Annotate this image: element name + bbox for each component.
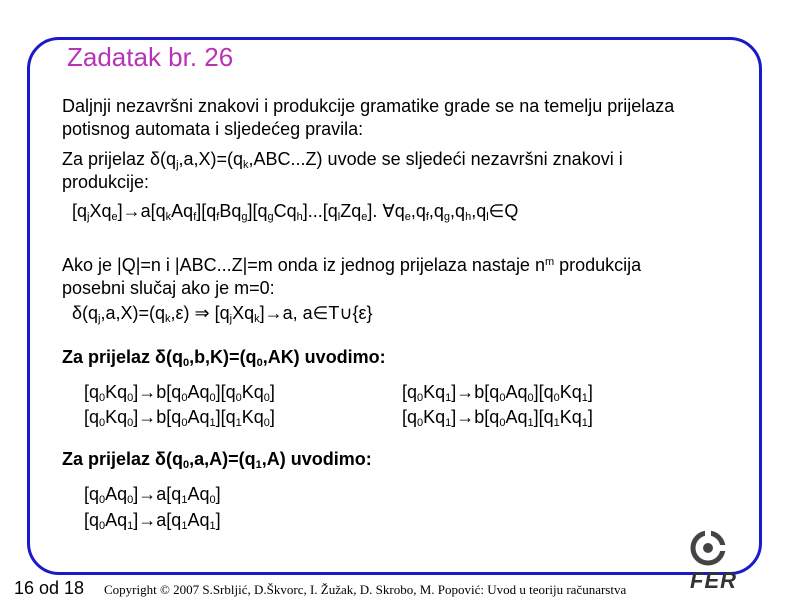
fer-logo-icon: [688, 530, 728, 566]
general-production: $[q_jXq_e]\to a[q_kAq_f][q_fBq_g][q_gCq_h]...[q_lZq_e]$. $\forall q_e,q_f,q_g,q_h,q_l\in Q$: [72, 201, 519, 223]
copyright: Copyright © 2007 S.Srbljić, D.Škvorc, I. Žužak, D. Skrobo, M. Popović: Uvod u teoriju računarstva: [104, 582, 627, 597]
count-line-2: posebni slučaj ako je m=0:: [62, 278, 275, 298]
page-number: 16 od 18: [14, 578, 85, 598]
intro-line-2: potisnog automata i sljedećeg pravila:: [62, 119, 364, 139]
intro-line-1: Daljnji nezavršni znakovi i produkcije gramatike grade se na temelju prijelaza: [62, 96, 675, 116]
case1-left-2: $[q_0Kq_0]\to b[q_0Aq_1][q_1Kq_0]$: [84, 407, 275, 429]
case2-heading: Za prijelaz $\delta(q_0,a,A)=(q_1,A)$ uvodimo:: [62, 449, 372, 471]
case2-line-1: $[q_0Aq_0]\to a[q_1Aq_0]$: [84, 484, 221, 506]
case1-heading: Za prijelaz $\delta(q_0,b,K)=(q_0,AK)$ uvodimo:: [62, 347, 386, 369]
case1-right-1: $[q_0Kq_1]\to b[q_0Aq_0][q_0Kq_1]$: [402, 382, 593, 404]
fer-logo-text: FER: [690, 568, 737, 593]
slide-title: Zadatak br. 26: [67, 42, 234, 72]
rule-line-1: Za prijelaz $\delta(q_j,a,X)=(q_k,ABC...Z)$ uvode se sljedeći nezavršni znakovi i: [62, 149, 623, 171]
count-line-1: Ako je |Q|=n i |ABC...Z|=m onda iz jednog prijelaza nastaje $n^m$ produkcija: [62, 255, 642, 275]
case2-line-2: $[q_0Aq_1]\to a[q_1Aq_1]$: [84, 510, 221, 532]
rule-line-2: produkcije:: [62, 172, 150, 192]
case1-right-2: $[q_0Kq_1]\to b[q_0Aq_1][q_1Kq_1]$: [402, 407, 593, 429]
special-case: $\delta(q_j,a,X)=(q_k,\varepsilon)$ ⇒ $[q_jXq_k]\to a$, a∈T∪{ε}: [72, 303, 373, 325]
case1-left-1: $[q_0Kq_0]\to b[q_0Aq_0][q_0Kq_0]$: [84, 382, 275, 404]
